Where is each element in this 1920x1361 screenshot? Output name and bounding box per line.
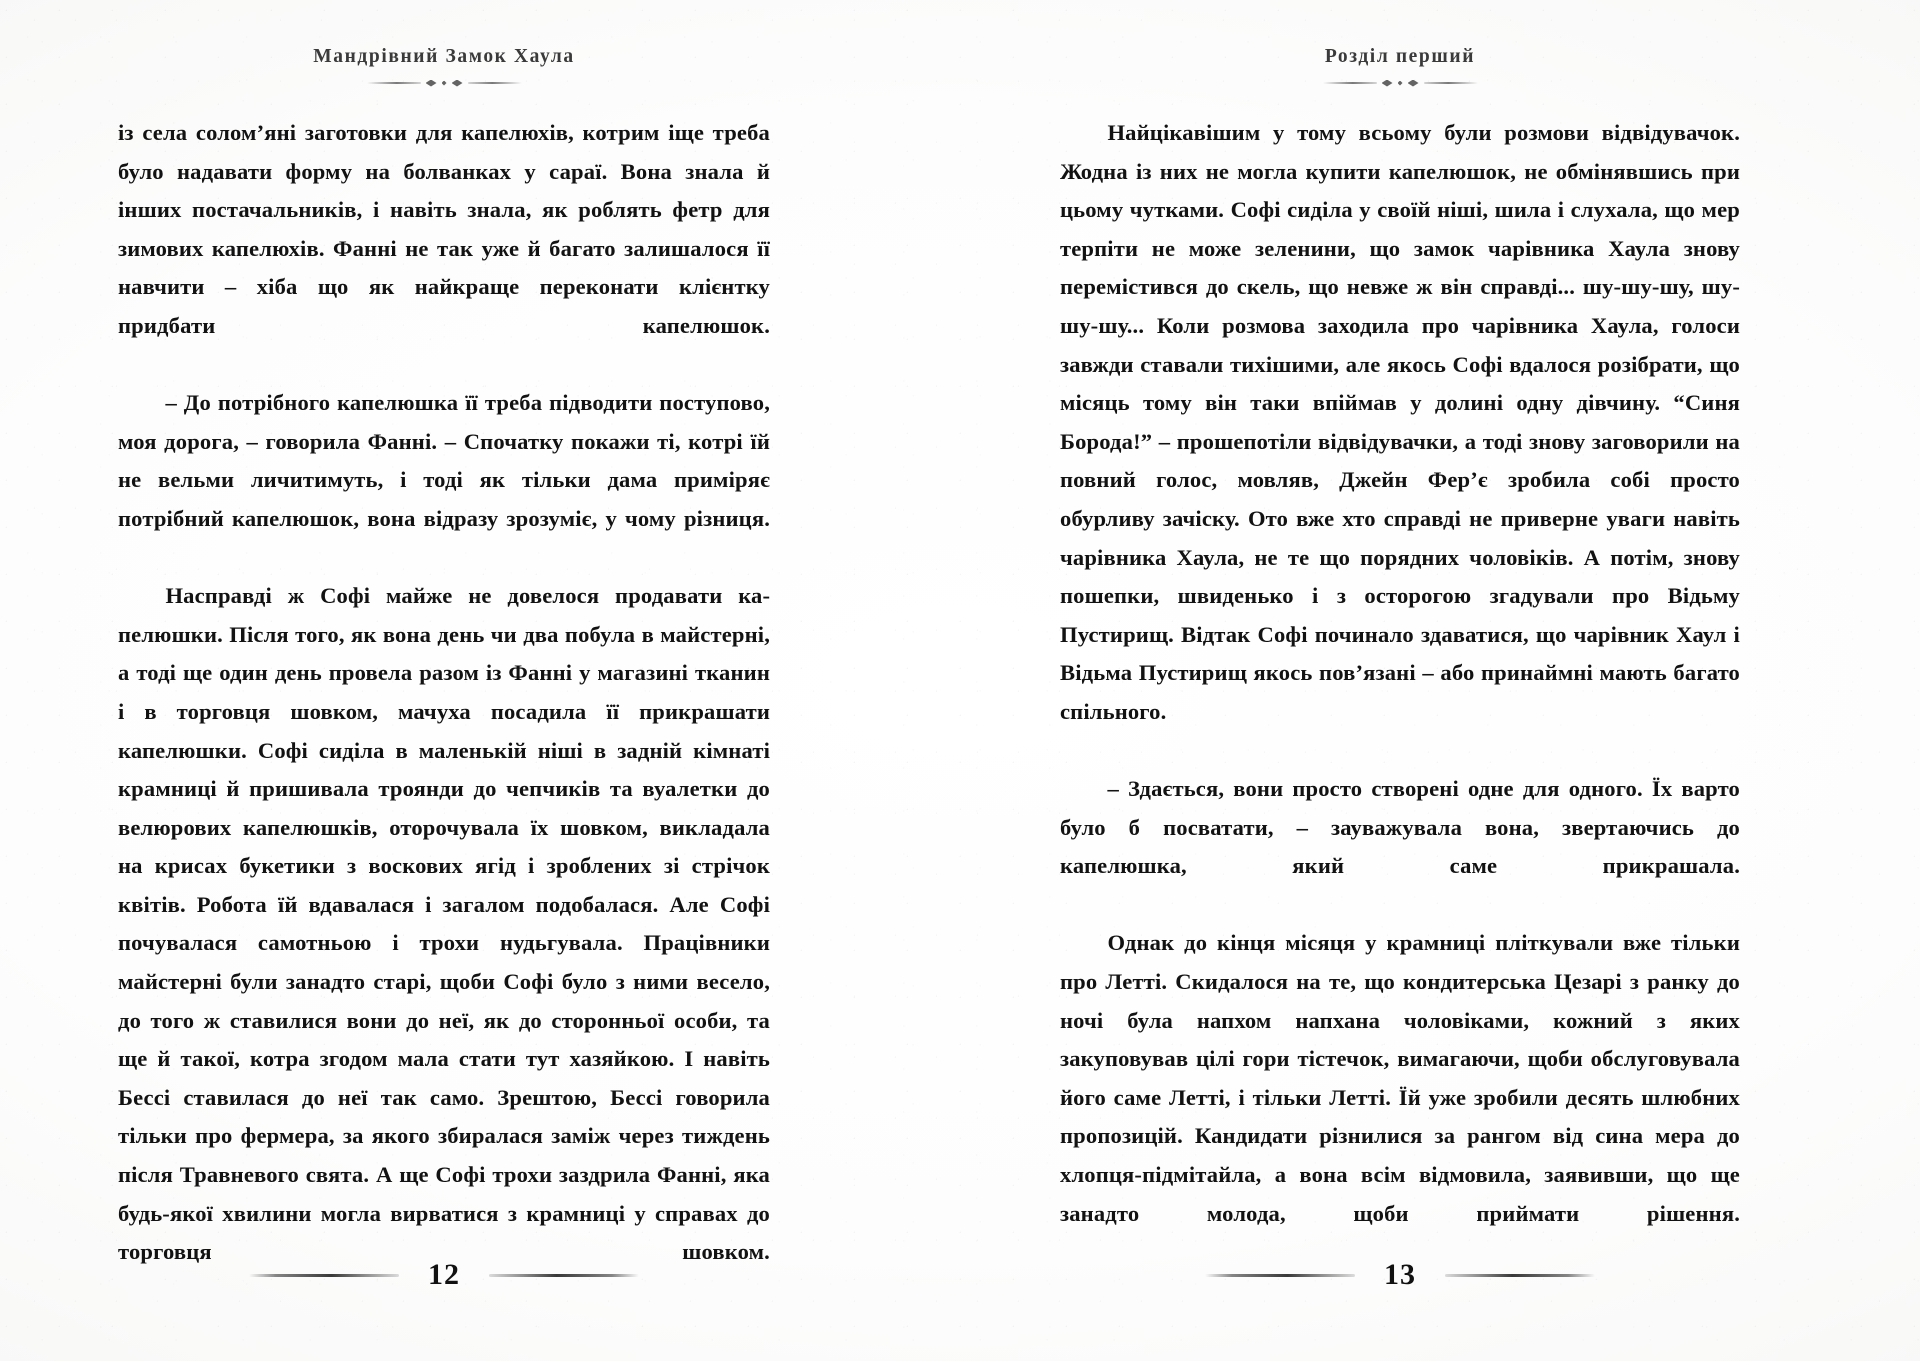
ornament-dot-icon [442, 81, 447, 86]
ornament-rule-left [1323, 82, 1377, 84]
ornament-rule-left [367, 82, 421, 84]
ornament-rule-right [468, 82, 522, 84]
ornament-diamond-icon [452, 80, 463, 87]
header-ornament-right [1060, 74, 1740, 92]
paragraph: – Здається, вони просто створені одне для одного. Їх варто було б посватати, – зауважувала вона, звертаючись до капелюшка, який саме прикрашала. [1060, 776, 1740, 879]
page-left-content [118, 44, 770, 1321]
folio-ornament-right [1445, 1274, 1595, 1277]
folio-ornament-left [1205, 1274, 1355, 1277]
folio-right [1060, 1255, 1740, 1295]
ornament-diamond-icon [426, 80, 437, 87]
paragraph: – До потрібного капелюшка її треба підводити поступово, моя дорога, – говорила Фанні. – Спочатку покажи ті, котрі їй не вельми личитимуть, і тоді як тільки дама приміряє потрібний капелюшок, вона відразу зрозуміє, у чому різниця. [118, 390, 770, 531]
body-column-left [118, 114, 770, 1310]
page-right [960, 0, 1920, 1361]
paragraph: Насправді ж Софі майже не довелося продавати капелюшки. Після того, як вона день чи два побула в майстерні, а тоді ще один день провела разом із Фанні у магазині тканин і в торговця шовком, мачуха посадила її прикрашати капелюшки. Софі сиділа в маленькій ніші в задній кімнаті крамниці й пришивала троянди до чепчиків та вуалетки до велюрових капелюшків, оторочувала їх шовком, викладала на крисах букетики з воскових ягід і зроблених зі стрічок квітів. Робота їй вдавалася і загалом подобалася. Але Софі почувалася самотньою і трохи нудьгувала. Працівники майстерні були занадто старі, щоби Софі було з ними весело, до того ж ставилися вони до неї, як до сторонньої особи, та ще й такої, котра згодом мала стати тут хазяйкою. І навіть Бессі ставилася до неї так само. Зрештою, Бессі говорила тільки про фермера, за якого збиралася заміж через тиждень після Травневого свята. А ще Софі трохи заздрила Фанні, яка будь-якої хвилини могла вирватися з крамниці у справах до торговця шовком. [118, 583, 770, 1265]
ornament-diamond-icon [1408, 80, 1419, 87]
page-right-content [1060, 44, 1740, 1321]
paragraph: Найцікавішим у тому всьому були розмови відвідувачок. Жодна із них не могла купити капелюшок, не обмінявшись при цьому чутками. Софі сиділа у своїй ніші, шила і слухала, що мер терпіти не може зеленини, що замок чарівника Хаула знову перемістився до скель, що невже ж він справді... шу-шу-шу, шу-шу-шу... Коли розмова заходила про чарівника Хаула, голоси завжди ставали тихішими, але якось Софі вдалося розібрати, що місяць тому він таки впіймав у долині одну дівчину. “Синя Борода!” – прошепотіли відвідувачки, а тоді знову заговорили на повний голос, мовляв, Джейн Фер’є зробила собі просто обурливу зачіску. Ото вже хто справді не приверне уваги навіть чарівника Хаула, не те що порядних чоловіків. А потім, знову пошепки, швиденько і з осторогою згадували про Відьму Пустирищ. Відтак Софі починало здаватися, що чарівник Хаул і Відьма Пустирищ якось пов’язані – або принаймні мають багато спільного. [1060, 120, 1740, 724]
running-head-right: Розділ перший [1324, 46, 1476, 67]
paragraph: Однак до кінця місяця у крамниці пліткували вже тільки про Летті. Скидалося на те, що кондитерська Цезарі з ранку до ночі була напхом напхана чоловіками, кожний з яких закуповував цілі гори тістечок, вимагаючи, щоби обслуговувала його саме Летті, і тільки Летті. Їй уже зробили десять шлюбних пропозицій. Кандидати різнилися за рангом від сина мера до хлопця-підмітайла, а вона всім відмовила, заявивши, що ще занадто молода, щоби приймати рішення. [1060, 930, 1740, 1226]
ornament-rule-right [1424, 82, 1478, 84]
folio-ornament-right [489, 1274, 639, 1277]
page-number: 13 [1384, 1258, 1416, 1291]
folio-ornament-left [249, 1274, 399, 1277]
folio-left [118, 1255, 770, 1295]
body-column-right [1060, 114, 1740, 1272]
page-number: 12 [428, 1258, 460, 1291]
running-head-left: Мандрівний Замок Хаула [313, 46, 575, 67]
header-ornament-left [118, 74, 770, 92]
ornament-dot-icon [1398, 81, 1403, 86]
ornament-diamond-icon [1382, 80, 1393, 87]
paragraph: із села солом’яні заготовки для капелюхів, котрим іще треба було надавати форму на болванках у сараї. Вона знала й інших постачальників, і навіть знала, як роблять фетр для зимових капелюхів. Фанні не так уже й багато залишалося її навчити – хіба що як найкраще переконати клієнтку придбати капелюшок. [118, 120, 770, 338]
